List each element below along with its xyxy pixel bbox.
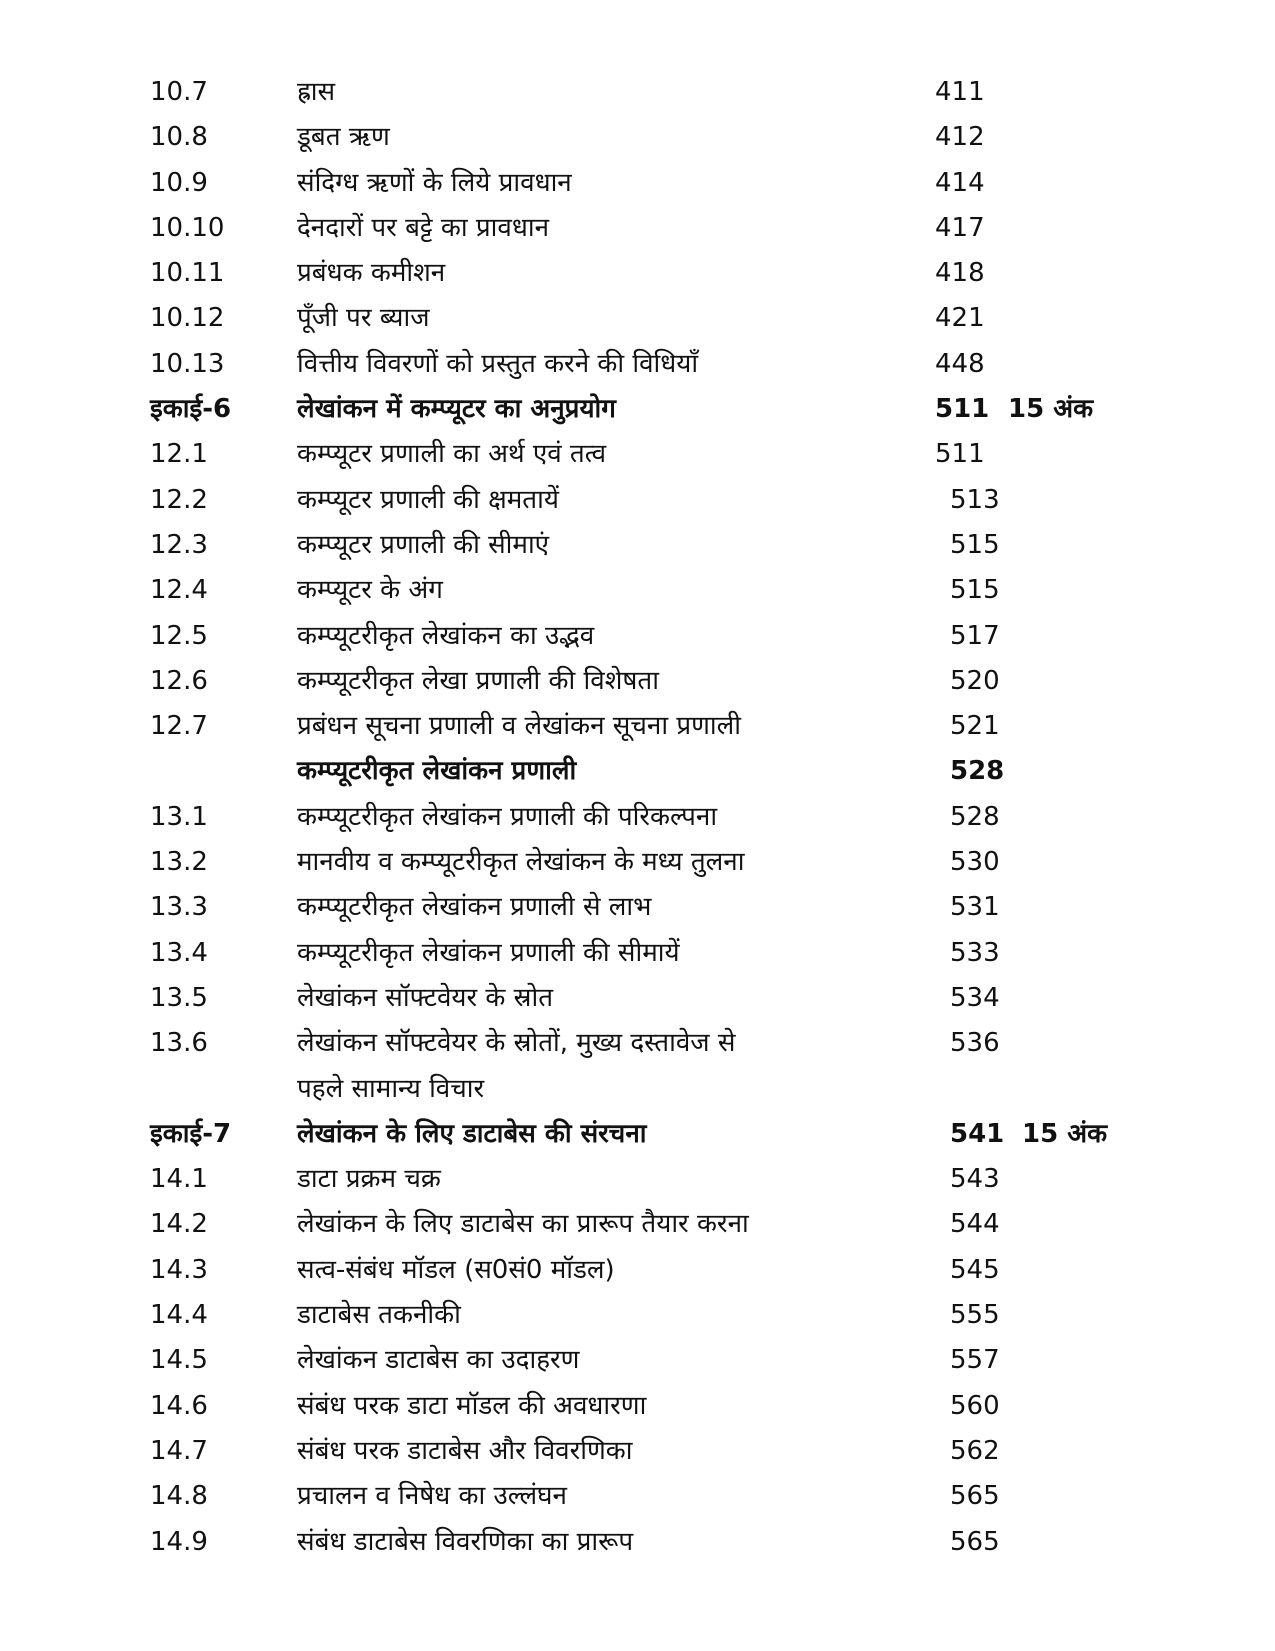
page-number: 520 (950, 665, 1000, 696)
section-title: लेखांकन के लिए डाटाबेस की संरचना (297, 1118, 647, 1149)
page-number: 560 (950, 1390, 1000, 1421)
page-number: 565 (950, 1481, 1000, 1512)
section-title: कम्प्यूटर प्रणाली का अर्थ एवं तत्व (297, 439, 607, 470)
section-title: कम्प्यूटर के अंग (297, 575, 443, 606)
section-number: 12.3 (150, 529, 208, 560)
section-number: 14.5 (150, 1345, 208, 1376)
page-number: 411 (935, 77, 985, 107)
unit-heading-row (0, 1112, 1275, 1157)
page-number: 530 (950, 847, 1000, 878)
page-number: 565 (950, 1526, 1000, 1557)
section-number: 10.12 (150, 303, 225, 334)
page-number: 557 (950, 1345, 1000, 1376)
unit-heading-row (0, 749, 1275, 794)
toc-row (0, 478, 1275, 523)
page-number: 515 (950, 529, 1000, 560)
section-title: कम्प्यूटरीकृत लेखांकन प्रणाली की सीमायें (297, 937, 680, 968)
section-title: संबंध परक डाटा मॉडल की अवधारणा (297, 1390, 647, 1421)
marks-label: 15 अंक (1022, 1118, 1108, 1149)
section-number: 14.3 (150, 1254, 208, 1285)
page-number: 528 (950, 801, 1000, 832)
toc-row (0, 1429, 1275, 1474)
toc-row (0, 1248, 1275, 1293)
section-title: लेखांकन डाटाबेस का उदाहरण (297, 1345, 580, 1376)
section-title: लेखांकन सॉफ्टवेयर के स्रोतों, मुख्य दस्तावेज से (297, 1028, 736, 1059)
toc-row (0, 1067, 1275, 1112)
toc-row (0, 161, 1275, 206)
section-number: 12.1 (150, 439, 208, 470)
section-number: 13.4 (150, 937, 208, 968)
section-number: 10.10 (150, 212, 225, 243)
toc-row (0, 1157, 1275, 1202)
toc-row (0, 251, 1275, 296)
section-number: 13.6 (150, 1028, 208, 1059)
toc-row (0, 523, 1275, 568)
section-title: संबंध डाटाबेस विवरणिका का प्रारूप (297, 1526, 634, 1557)
toc-row (0, 296, 1275, 341)
section-title: कम्प्यूटरीकृत लेखा प्रणाली की विशेषता (297, 665, 659, 696)
page-number: 545 (950, 1254, 1000, 1285)
section-title: डाटाबेस तकनीकी (297, 1300, 461, 1331)
toc-row (0, 1474, 1275, 1519)
marks-label: 15 अंक (1008, 394, 1094, 425)
toc-row (0, 115, 1275, 160)
section-title: कम्प्यूटरीकृत लेखांकन प्रणाली (297, 756, 577, 787)
section-title: कम्प्यूटरीकृत लेखांकन का उद्भव (297, 620, 595, 651)
section-number: 12.2 (150, 484, 208, 515)
page-number: 543 (950, 1164, 1000, 1195)
toc-row (0, 1202, 1275, 1247)
page-number: 533 (950, 937, 1000, 968)
toc-row (0, 885, 1275, 930)
toc-row (0, 704, 1275, 749)
section-title: देनदारों पर बट्टे का प्रावधान (297, 212, 550, 243)
section-title: मानवीय व कम्प्यूटरीकृत लेखांकन के मध्य तुलना (297, 847, 745, 878)
toc-row (0, 795, 1275, 840)
section-number: 14.9 (150, 1526, 208, 1557)
section-number: 10.9 (150, 167, 208, 198)
section-title: प्रचालन व निषेध का उल्लंघन (297, 1481, 567, 1512)
page-number: 448 (935, 348, 985, 379)
page-number: 541 (950, 1118, 1005, 1149)
toc-row (0, 1293, 1275, 1338)
page-number: 544 (950, 1209, 1000, 1240)
page-number: 517 (950, 620, 1000, 651)
section-number: 12.7 (150, 711, 208, 742)
section-number: 12.6 (150, 665, 208, 696)
toc-row (0, 1384, 1275, 1429)
section-title: प्रबंधन सूचना प्रणाली व लेखांकन सूचना प्रणाली (297, 711, 742, 742)
toc-row (0, 1021, 1275, 1066)
toc-row (0, 1338, 1275, 1383)
table-of-contents (0, 70, 1275, 1565)
section-number: 14.7 (150, 1435, 208, 1466)
section-number: 13.3 (150, 892, 208, 923)
toc-row (0, 206, 1275, 251)
section-title: प्रबंधक कमीशन (297, 258, 446, 289)
section-title: कम्प्यूटर प्रणाली की सीमाएं (297, 529, 550, 560)
section-number: 14.6 (150, 1390, 208, 1421)
section-title: कम्प्यूटर प्रणाली की क्षमतायें (297, 484, 559, 515)
section-title: पूँजी पर ब्याज (297, 303, 430, 334)
page-number: 534 (950, 982, 1000, 1013)
page-number: 511 (935, 394, 990, 425)
toc-row (0, 976, 1275, 1021)
toc-row (0, 659, 1275, 704)
section-title: कम्प्यूटरीकृत लेखांकन प्रणाली की परिकल्पना (297, 801, 718, 832)
unit-heading-row (0, 387, 1275, 432)
section-title: सत्व-संबंध मॉडल (स0सं0 मॉडल) (297, 1254, 615, 1285)
section-title: लेखांकन के लिए डाटाबेस का प्रारूप तैयार करना (297, 1209, 749, 1240)
section-title: लेखांकन सॉफ्टवेयर के स्रोत (297, 982, 554, 1013)
toc-row (0, 1520, 1275, 1565)
page-number: 513 (950, 484, 1000, 515)
page-number: 531 (950, 892, 1000, 923)
page-number: 521 (950, 711, 1000, 742)
section-number: 13.1 (150, 801, 208, 832)
section-number: 12.4 (150, 575, 208, 606)
toc-row (0, 931, 1275, 976)
toc-row (0, 342, 1275, 387)
page-number: 412 (935, 122, 985, 153)
section-title: ह्रास (297, 77, 336, 107)
section-number: 10.11 (150, 258, 225, 289)
section-title: डाटा प्रक्रम चक्र (297, 1164, 441, 1195)
page-number: 562 (950, 1435, 1000, 1466)
section-number: 10.7 (150, 77, 208, 107)
section-title: पहले सामान्य विचार (297, 1073, 485, 1104)
section-number: 14.8 (150, 1481, 208, 1512)
section-number: 10.13 (150, 348, 225, 379)
section-title: डूबत ऋण (297, 122, 390, 153)
section-title: संबंध परक डाटाबेस और विवरणिका (297, 1435, 633, 1466)
section-title: कम्प्यूटरीकृत लेखांकन प्रणाली से लाभ (297, 892, 652, 923)
section-number: 10.8 (150, 122, 208, 153)
section-title: वित्तीय विवरणों को प्रस्तुत करने की विधियाँ (297, 348, 699, 379)
toc-row (0, 614, 1275, 659)
toc-row (0, 432, 1275, 477)
section-number: 12.5 (150, 620, 208, 651)
section-number: 14.1 (150, 1164, 208, 1195)
section-number: 13.2 (150, 847, 208, 878)
section-number: इकाई-6 (150, 394, 232, 425)
page-number: 515 (950, 575, 1000, 606)
section-title: लेखांकन में कम्प्यूटर का अनुप्रयोग (297, 394, 616, 425)
page-number: 421 (935, 303, 985, 334)
section-number: 14.4 (150, 1300, 208, 1331)
page-number: 528 (950, 756, 1005, 787)
toc-row (0, 840, 1275, 885)
page-number: 536 (950, 1028, 1000, 1059)
page-number: 418 (935, 258, 985, 289)
page-number: 511 (935, 439, 985, 470)
toc-row (0, 70, 1275, 115)
section-title: संदिग्ध ऋणों के लिये प्रावधान (297, 167, 572, 198)
page-number: 555 (950, 1300, 1000, 1331)
page-number: 414 (935, 167, 985, 198)
section-number: इकाई-7 (150, 1118, 232, 1149)
section-number: 13.5 (150, 982, 208, 1013)
page-number: 417 (935, 212, 985, 243)
section-number: 14.2 (150, 1209, 208, 1240)
toc-row (0, 568, 1275, 613)
